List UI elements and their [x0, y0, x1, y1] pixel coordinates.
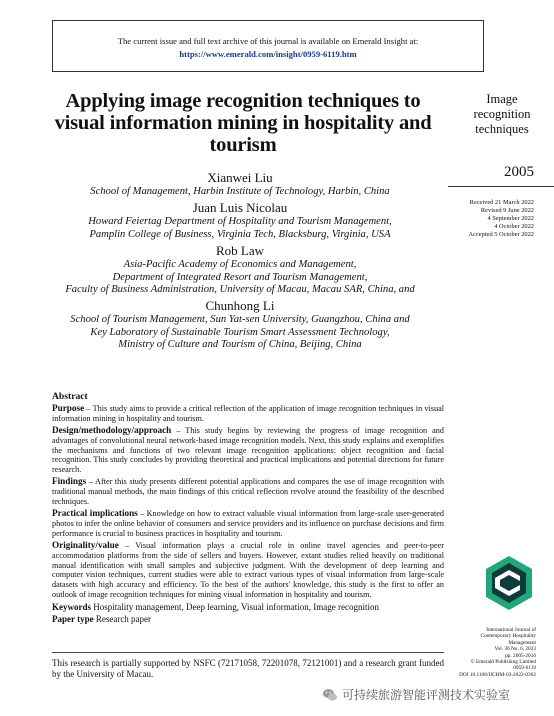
- author-affiliation: Ministry of Culture and Tourism of China, Beijing, China: [118, 339, 362, 351]
- abstract-section: [52, 392, 444, 625]
- abstract-text: – This study begins by reviewing the progress of image recognition and advantages of convolutional neural network-based image recognition models. Next, this study explains and exemplifies the mechanisms and functions of two relevant image recognition applications: object recognition and facial recognition. This study concludes by providing theoretical and practical implications and potential directions for future research.: [52, 425, 444, 475]
- abstract-text: – Knowledge on how to extract valuable visual information from large-scale user-generated photos to infer the online behavior of consumers and service providers and its influence on purchase decisions and firm performance is crucial to business practices in hospitality and tourism.: [52, 508, 445, 538]
- abstract-design: [52, 426, 444, 476]
- abstract-subheading: Originality/value: [52, 539, 119, 550]
- author-affiliation: Faculty of Business Administration, University of Macau, Macau SAR, China, and: [65, 284, 415, 296]
- abstract-subheading: Purpose: [52, 402, 85, 413]
- author-affiliation: School of Tourism Management, Sun Yat-sen University, Guangzhou, China and: [70, 314, 410, 326]
- keywords-line: [52, 603, 444, 613]
- funding-note: This research is partially supported by NSFC (72171058, 72201078, 72121001) and a research grant funded by the University of Macau.: [52, 658, 444, 679]
- abstract-originality: [52, 541, 444, 600]
- author-affiliation: Key Laboratory of Sustainable Tourism Smart Assessment Technology,: [90, 326, 390, 338]
- page-number: 2005: [504, 164, 534, 180]
- wechat-icon: [322, 687, 338, 703]
- pubinfo-doi: DOI 10.1108/IJCHM-03-2022-0362: [459, 671, 536, 678]
- article-title: Applying image recognition techniques to visual information mining in hospitality and tourism: [54, 90, 432, 156]
- abstract-implications: [52, 509, 444, 539]
- pubinfo-line: pp. 2005-2016: [505, 652, 536, 659]
- emerald-logo-icon: [486, 556, 532, 610]
- author-affiliation: Department of Integrated Resort and Tourism Management,: [112, 271, 368, 283]
- journal-url-link[interactable]: https://www.emerald.com/insight/0959-6119.htm: [179, 49, 357, 59]
- author-affiliation: Pamplin College of Business, Virginia Tech, Blacksburg, Virginia, USA: [89, 228, 391, 240]
- author-name: Rob Law: [215, 243, 265, 259]
- abstract-subheading: Practical implications: [52, 507, 138, 518]
- date-line: Received 21 March 2022: [469, 199, 534, 206]
- notice-text: The current issue and full text archive of this journal is available on Emerald Insight at:: [117, 36, 419, 46]
- date-line: 4 October 2022: [494, 223, 534, 230]
- pubinfo-line: Contemporary Hospitality: [480, 633, 536, 640]
- abstract-subheading: Design/methodology/approach: [52, 424, 172, 435]
- abstract-heading: Abstract: [52, 391, 88, 402]
- abstract-text: – This study aims to provide a critical reflection of the application of image recognition techniques in visual information mining in hospitality and tourism.: [52, 403, 444, 423]
- author-affiliation: School of Management, Harbin Institute of Technology, Harbin, China: [90, 186, 390, 197]
- keywords-label: Keywords: [52, 602, 91, 613]
- abstract-text: – Visual information plays a crucial role in online travel agencies and peer-to-peer accommodation platforms from the side of sellers and buyers. However, extant studies relied heavily on traditional manual identification with small samples and subjective judgment. With the development of deep learning and computer vision techniques, current studies were able to extract various types of visual information from large-scale datasets with high accuracy and efficiency. To the best of the authors' knowledge, this study is the first to offer an outlook of image recognition techniques for mining visual information in hospitality and tourism.: [52, 540, 444, 600]
- abstract-purpose: [52, 404, 444, 424]
- pubinfo-line: 0959-6119: [513, 665, 536, 672]
- author-block: [40, 168, 440, 352]
- footnote-divider: [52, 652, 444, 653]
- date-line: Revised 9 June 2022: [480, 207, 534, 214]
- journal-notice-box: [52, 20, 484, 72]
- date-line: Accepted 5 October 2022: [468, 231, 534, 238]
- paper-type-text: Research paper: [95, 614, 152, 625]
- abstract-text: – After this study presents different potential applications and compares the use of image recognition with traditional manual methods, the main findings of this critical reflection revolve around the feasibility of the described techniques.: [52, 477, 444, 507]
- abstract-subheading: Findings: [52, 476, 87, 487]
- pubinfo-line: © Emerald Publishing Limited: [470, 659, 536, 666]
- paper-type-line: [52, 615, 444, 625]
- author-affiliation: Asia-Pacific Academy of Economics and Management,: [123, 259, 357, 271]
- abstract-findings: [52, 477, 444, 507]
- pubinfo-line: Vol. 36 No. 6, 2023: [494, 646, 536, 653]
- author-name: Juan Luis Nicolau: [192, 200, 288, 216]
- date-line: 4 September 2022: [487, 215, 534, 222]
- running-head-journal: Image recognition techniques: [473, 92, 531, 136]
- keywords-text: Hospitality management, Deep learning, Visual information, Image recognition: [93, 602, 379, 613]
- author-name: Xianwei Liu: [207, 170, 273, 185]
- watermark-text: 可持续旅游智能评测技术实验室: [342, 688, 511, 702]
- paper-type-label: Paper type: [52, 614, 94, 625]
- publication-info: [456, 627, 536, 678]
- author-name: Chunhong Li: [205, 298, 275, 314]
- wechat-watermark: [322, 686, 510, 703]
- pubinfo-line: International Journal of: [486, 627, 536, 633]
- pubinfo-line: Management: [508, 639, 536, 646]
- received-dates: [440, 199, 534, 239]
- sidebar-divider: [448, 186, 554, 187]
- author-affiliation: Howard Feiertag Department of Hospitality and Tourism Management,: [88, 216, 392, 228]
